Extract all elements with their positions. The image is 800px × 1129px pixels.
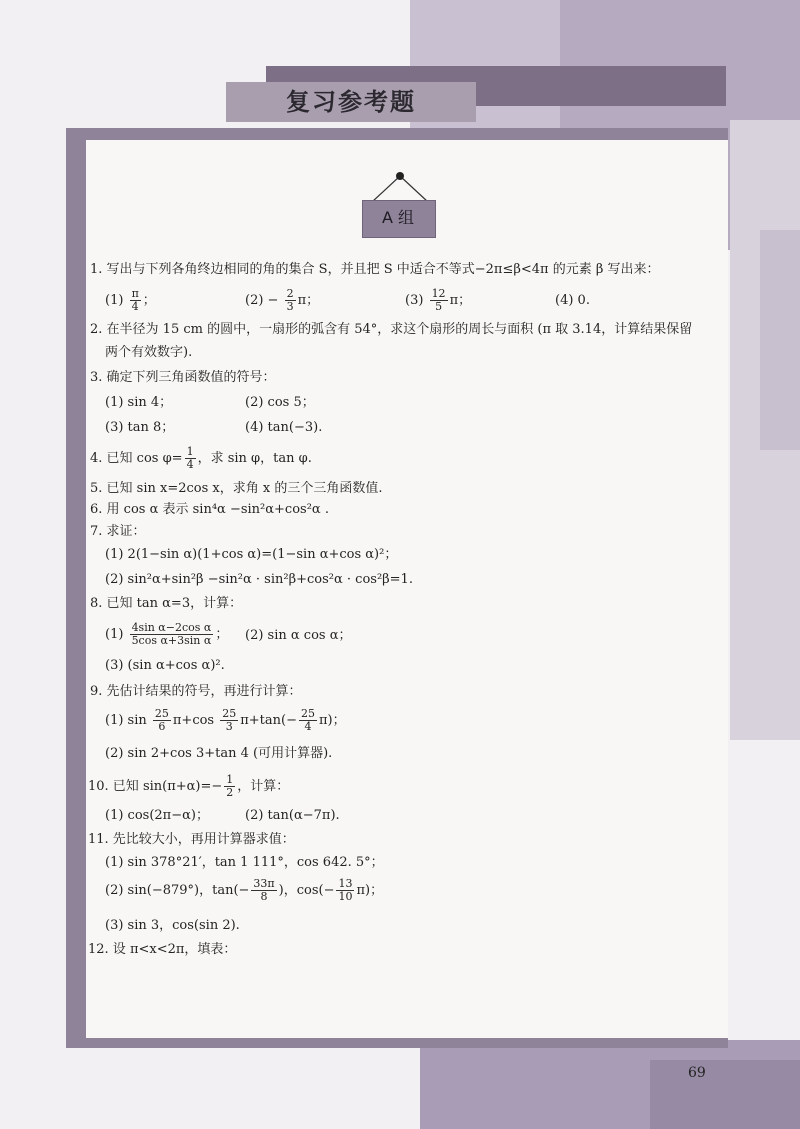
group-label: A 组 bbox=[381, 208, 415, 227]
question-10: 10. 已知 sin(π+α)=− $\frac{1}{2}$ ，计算： bbox=[88, 773, 290, 799]
q11-part-1: (1) sin 378°21′，tan 1 111°，cos 642. 5°； bbox=[105, 855, 384, 870]
question-5: 5. 已知 sin x=2cos x，求角 x 的三个三角函数值. bbox=[90, 481, 383, 496]
question-4: 4. 已知 cos φ= $\frac{1}{4}$ ，求 sin φ，tan φ. bbox=[90, 445, 312, 471]
page-number: 69 bbox=[688, 1065, 706, 1081]
q9-part-1: (1) sin $\frac{25}{6}$ π+cos $\frac{25}{3}$ π+tan(− $\frac{25}{4}$ π)； bbox=[105, 707, 346, 733]
q8-part-3: (3) (sin α+cos α)². bbox=[105, 658, 225, 673]
q10-part-1: (1) cos(2π−α)； bbox=[105, 808, 209, 823]
q8-part-2: (2) sin α cos α； bbox=[245, 628, 352, 643]
question-9: 9. 先估计结果的符号，再进行计算： bbox=[90, 684, 302, 699]
q3-part-1: (1) sin 4； bbox=[105, 395, 173, 410]
question-1: 1. 写出与下列各角终边相同的角的集合 S，并且把 S 中适合不等式−2π≤β<4π 的元素 β 写出来： bbox=[90, 262, 660, 277]
question-11: 11. 先比较大小，再用计算器求值： bbox=[88, 832, 295, 847]
sign-string-icon bbox=[360, 168, 440, 204]
decor-block bbox=[760, 230, 800, 450]
decor-block bbox=[650, 1060, 800, 1129]
page-title: 复习参考题 bbox=[286, 88, 416, 116]
q3-part-4: (4) tan(−3). bbox=[245, 420, 323, 435]
question-3: 3. 确定下列三角函数值的符号： bbox=[90, 370, 276, 385]
question-12: 12. 设 π<x<2π，填表： bbox=[88, 942, 237, 957]
q7-part-2: (2) sin²α+sin²β −sin²α · sin²β+cos²α · cos²β=1. bbox=[105, 572, 413, 587]
q9-part-2: (2) sin 2+cos 3+tan 4 (可用计算器). bbox=[105, 746, 333, 761]
q11-part-2: (2) sin(−879°)，tan(− $\frac{33\pi}{8}$ )，cos(− $\frac{13}{10}$ π)； bbox=[105, 877, 384, 903]
q3-part-3: (3) tan 8； bbox=[105, 420, 175, 435]
question-2-cont: 两个有效数字). bbox=[105, 345, 193, 360]
q8-part-1: (1) $\frac{\text{4sin α−2cos α}}{\text{5cos α+3sin α}}$ ； bbox=[105, 621, 229, 647]
q10-part-2: (2) tan(α−7π). bbox=[245, 808, 340, 823]
q1-part-1: (1) $\frac{\pi}{4}$ ； bbox=[105, 287, 156, 313]
q1-part-2: (2) − $\frac{2}{3}$ π； bbox=[245, 287, 320, 313]
q7-part-1: (1) 2(1−sin α)(1+cos α)=(1−sin α+cos α)²； bbox=[105, 547, 398, 562]
question-2: 2. 在半径为 15 cm 的圆中，一扇形的弧含有 54°，求这个扇形的周长与面积 (π 取 3.14，计算结果保留 bbox=[90, 322, 693, 337]
q1-part-3: (3) $\frac{12}{5}$ π； bbox=[405, 287, 472, 313]
question-6: 6. 用 cos α 表示 sin⁴α −sin²α+cos²α . bbox=[90, 502, 329, 517]
q3-part-2: (2) cos 5； bbox=[245, 395, 315, 410]
question-8: 8. 已知 tan α=3，计算： bbox=[90, 596, 243, 611]
q11-part-3: (3) sin 3，cos(sin 2). bbox=[105, 918, 240, 933]
question-7: 7. 求证： bbox=[90, 524, 146, 539]
q1-part-4: (4) 0. bbox=[555, 293, 590, 308]
